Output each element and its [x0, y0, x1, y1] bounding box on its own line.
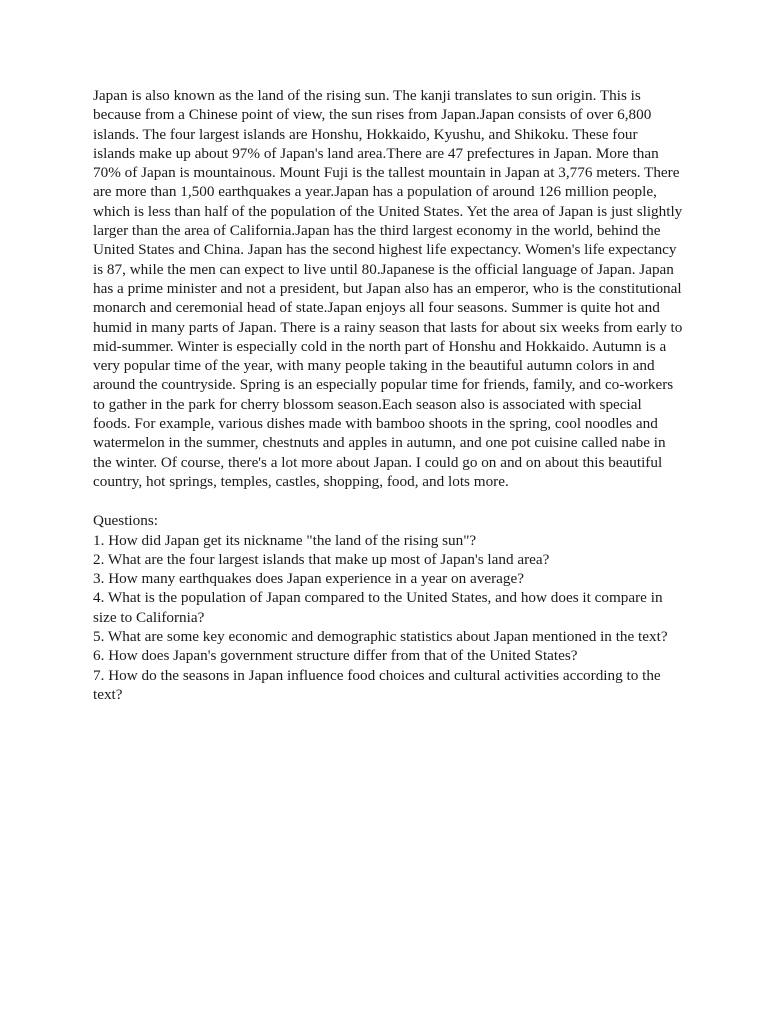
questions-section: [93, 511, 683, 704]
question-item: 7. How do the seasons in Japan influence food choices and cultural activities according to the text?: [93, 666, 661, 703]
question-item: 1. How did Japan get its nickname "the land of the rising sun"?: [93, 531, 477, 549]
questions-list: [93, 531, 683, 705]
question-item: 5. What are some key economic and demographic statistics about Japan mentioned in the text?: [93, 628, 668, 646]
question-item: 6. How does Japan's government structure differ from that of the United States?: [93, 647, 578, 665]
document-body: [93, 86, 683, 704]
question-item: 2. What are the four largest islands that make up most of Japan's land area?: [93, 550, 550, 568]
questions-heading: Questions:: [93, 512, 158, 530]
question-item: 4. What is the population of Japan compared to the United States, and how does it compare in size to California?: [93, 589, 663, 626]
body-paragraph: Japan is also known as the land of the rising sun. The kanji translates to sun origin. This is because from a Chinese point of view, the sun rises from Japan.Japan consists of over 6,800 islands. The four largest islands are Honshu, Hokkaido, Kyushu, and Shikoku. These four islands make up about 97% of Japan's land area.There are 47 prefectures in Japan. More than 70% of Japan is mountainous. Mount Fuji is the tallest mountain in Japan at 3,776 meters. There are more than 1,500 earthquakes a year.Japan has a population of around 126 million people, which is less than half of the population of the United States. Yet the area of Japan is just slightly larger than the area of California.Japan has the third largest economy in the world, behind the United States and China. Japan has the second highest life expectancy. Women's life expectancy is 87, while the men can expect to live until 80.Japanese is the official language of Japan. Japan has a prime minister and not a president, but Japan also has an emperor, who is the constitutional monarch and ceremonial head of state.Japan enjoys all four seasons. Summer is quite hot and humid in many parts of Japan. There is a rainy season that lasts for about six weeks from early to mid-summer. Winter is especially cold in the north part of Honshu and Hokkaido. Autumn is a very popular time of the year, with many people taking in the beautiful autumn colors in and around the countryside. Spring is an especially popular time for friends, family, and co-workers to gather in the park for cherry blossom season.Each season also is associated with special foods. For example, various dishes made with bamboo shoots in the spring, cool noodles and watermelon in the summer, chestnuts and apples in autumn, and one pot cuisine called nabe in the winter. Of course, there's a lot more about Japan. I could go on and on about this beautiful country, hot springs, temples, castles, shopping, food, and lots more.: [93, 87, 683, 490]
question-item: 3. How many earthquakes does Japan experience in a year on average?: [93, 570, 524, 588]
